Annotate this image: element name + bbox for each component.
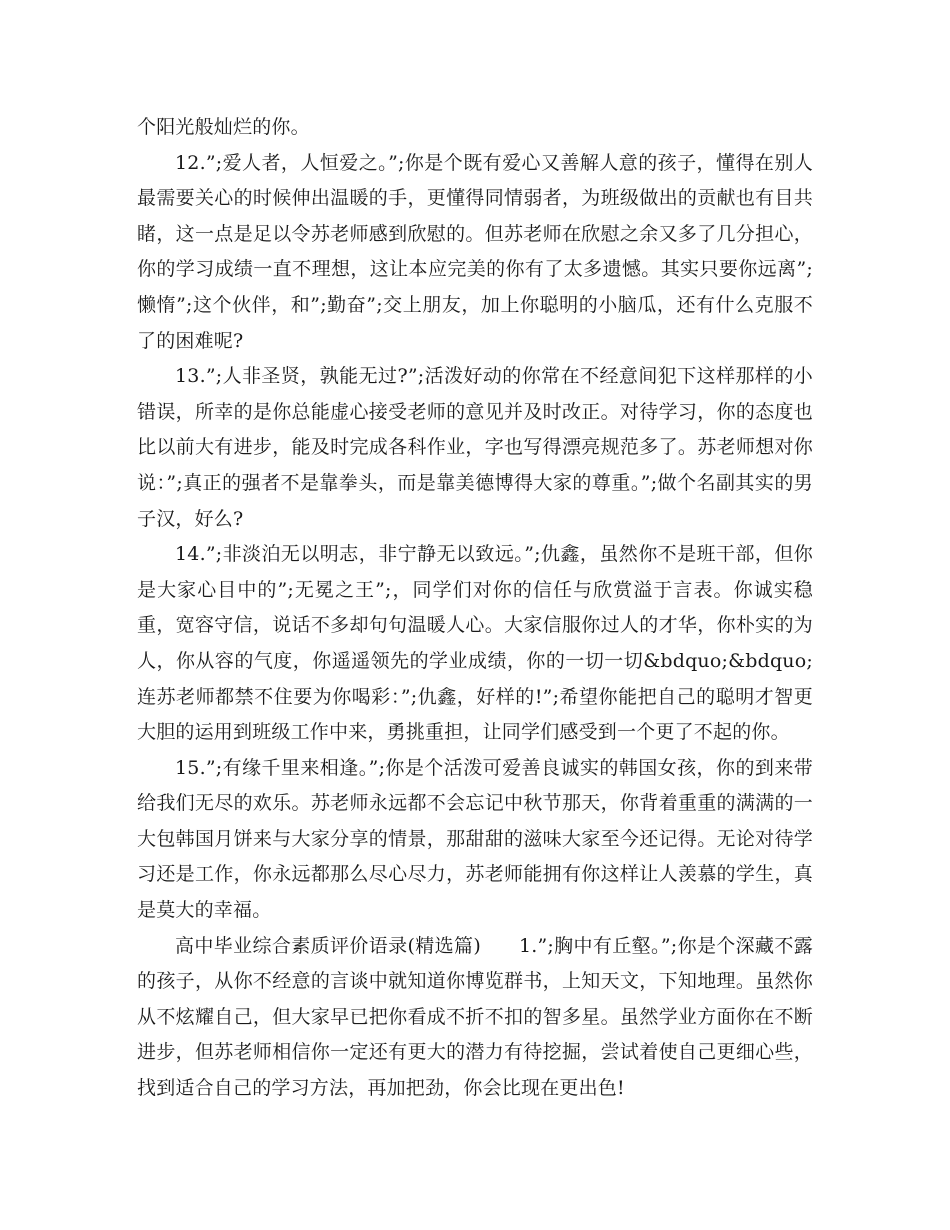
section-heading: 高中毕业综合素质评价语录(精选篇) xyxy=(175,934,481,957)
document-body xyxy=(137,110,813,1107)
paragraph-item-12: 12.”;爱人者，人恒爱之。”;你是个既有爱心又善解人意的孩子，懂得在别人最需要关心的时候伸出温暖的手，更懂得同情弱者，为班级做出的贡献也有目共睹，这一点是足以令苏老师感到欣慰的。但苏老师在欣慰之余又多了几分担心，你的学习成绩一直不理想，这让本应完美的你有了太多遗憾。其实只要你远离”;懒惰”;这个伙伴，和”;勤奋”;交上朋友，加上你聪明的小脑瓜，还有什么克服不了的困难呢? xyxy=(137,151,813,352)
paragraph-item-14: 14.”;非淡泊无以明志，非宁静无以致远。”;仇鑫，虽然你不是班干部，但你是大家心目中的”;无冕之王”;，同学们对你的信任与欣赏溢于言表。你诚实稳重，宽容守信，说话不多却句句温暖人心。大家信服你过人的才华，你朴实的为人，你从容的气度，你遥遥领先的学业成绩，你的一切一切&bdquo;&bdquo;连苏老师都禁不住要为你喝彩：”;仇鑫，好样的!”;希望你能把自己的聪明才智更大胆的运用到班级工作中来，勇挑重担，让同学们感受到一个更了不起的你。 xyxy=(137,543,813,744)
paragraph-item-1: 1.”;胸中有丘壑。”;你是个深藏不露的孩子，从你不经意的言谈中就知道你博览群书，上知天文，下知地理。虽然你从不炫耀自己，但大家早已把你看成不折不扣的智多星。虽然学业方面你在不断进步，但苏老师相信你一定还有更大的潜力有待挖掘，尝试着使自己更细心些，找到适合自己的学习方法，再加把劲，你会比现在更出色! xyxy=(137,934,813,1100)
paragraph-continuation: 个阳光般灿烂的你。 xyxy=(137,116,310,138)
paragraph-section-start xyxy=(137,929,813,1107)
paragraph-item-15: 15.”;有缘千里来相逢。”;你是个活泼可爱善良诚实的韩国女孩，你的到来带给我们无尽的欢乐。苏老师永远都不会忘记中秋节那天，你背着重重的满满的一大包韩国月饼来与大家分享的情景，那甜甜的滋味大家至今还记得。无论对待学习还是工作，你永远都那么尽心尽力，苏老师能拥有你这样让人羡慕的学生，真是莫大的幸福。 xyxy=(137,756,813,922)
paragraph-item-13: 13.”;人非圣贤，孰能无过?”;活泼好动的你常在不经意间犯下这样那样的小错误，所幸的是你总能虚心接受老师的意见并及时改正。对待学习，你的态度也比以前大有进步，能及时完成各科作业，字也写得漂亮规范多了。苏老师想对你说：”;真正的强者不是靠拳头，而是靠美德博得大家的尊重。”;做个名副其实的男子汉，好么? xyxy=(137,365,813,530)
